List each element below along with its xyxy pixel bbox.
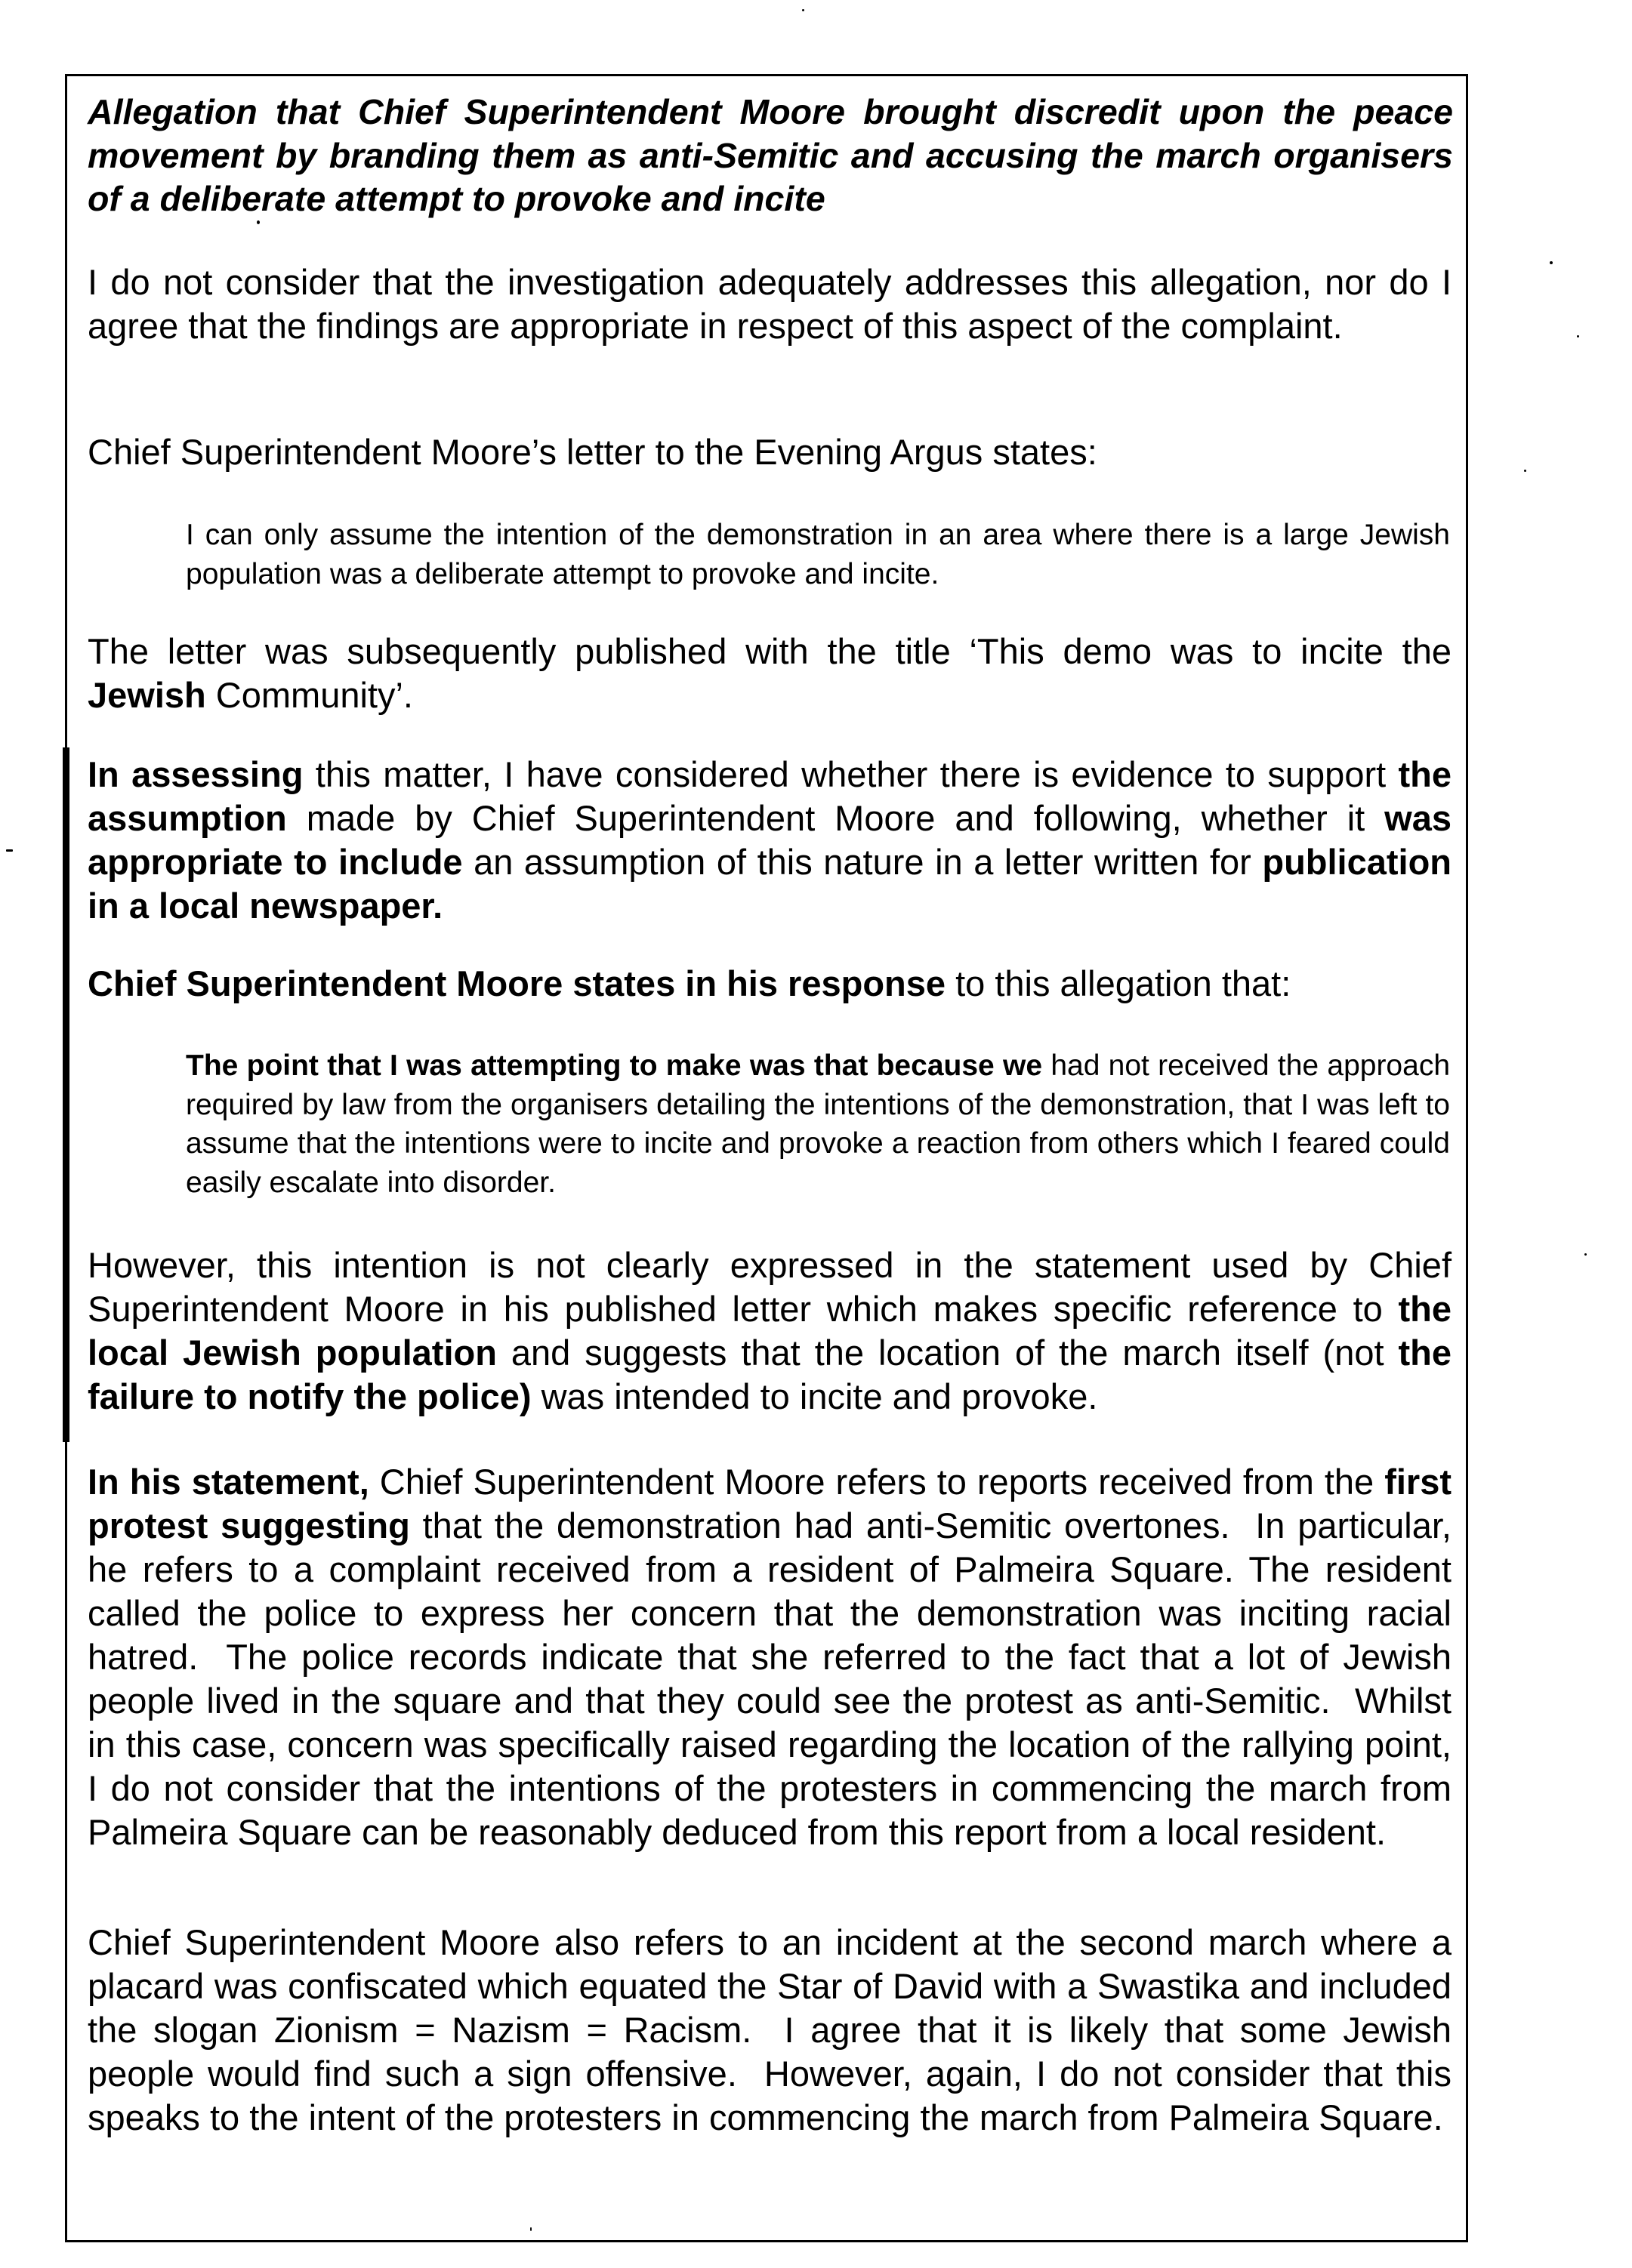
bold-text-segment: first protest suggesting (88, 1462, 1462, 1545)
quote-response (186, 1046, 1458, 1202)
text-segment: that the demonstration had anti-Semitic overtones. In particular, he refers to a complaint received from a resident of Palmeira Square. The resident called the police to express her concern that the demonstration was inciting racial hatred. The police records indicate that she referred to the fact that a lot of Jewish people lived in the square and that they could see the protest as anti-Semitic. Whilst in this case, concern was specifically raised regarding the location of the rallying point, I do not consider that the intentions of the protesters in commencing the march from Palmeira Square can be reasonably deduced from this report from a local resident. (88, 1505, 1462, 1852)
scan-speck (6, 849, 13, 852)
paragraph-placard (88, 1921, 1462, 2140)
paragraph-published-title (88, 630, 1462, 717)
scan-speck (257, 220, 260, 224)
bold-text-segment: the assumption (88, 754, 1462, 838)
scan-speck (1577, 335, 1579, 337)
bold-text-segment: In assessing (88, 754, 304, 794)
bold-text-segment: The point that I was attempting to make was that because we (186, 1049, 1043, 1082)
paragraph-findings (88, 260, 1462, 348)
text-segment: Chief Superintendent Moore refers to reports received from the (369, 1462, 1385, 1502)
bold-text-segment: the failure to notify the police) (88, 1333, 1462, 1416)
scan-speck (530, 2227, 532, 2231)
scan-speck (1584, 1253, 1587, 1256)
bold-text-segment: Jewish (88, 675, 206, 715)
text-segment: to this allegation that: (946, 963, 1291, 1003)
text-segment: was intended to incite and provoke. (531, 1376, 1098, 1416)
text-segment: made by Chief Superintendent Moore and following, whether it (286, 798, 1385, 838)
scan-speck (1524, 470, 1526, 472)
text-segment: I can only assume the intention of the demonstration in an area where there is a large Jewish population was a deliberate attempt to provoke and incite. (186, 519, 1458, 590)
text-segment: However, this intention is not clearly expressed in the statement used by Chief Superintendent Moore in his published letter which makes specific reference to (88, 1245, 1462, 1329)
paragraph-however (88, 1243, 1462, 1419)
text-segment: Chief Superintendent Moore’s letter to the Evening Argus states: (88, 432, 1097, 472)
quote-letter (186, 516, 1458, 593)
bold-text-segment: publication in a local newspaper. (88, 842, 1462, 926)
bold-text-segment: Chief Superintendent Moore states in his response (88, 963, 946, 1003)
scan-speck (802, 9, 804, 11)
text-segment: an assumption of this nature in a letter written for (462, 842, 1263, 882)
text-segment: this matter, I have considered whether there is evidence to support (303, 754, 1399, 794)
text-segment: I do not consider that the investigation adequately addresses this allegation, nor do I agree that the findings are appropriate in respect of this aspect of the complaint. (88, 262, 1462, 346)
bold-text-segment: In his statement, (88, 1462, 369, 1502)
bold-text-segment: the local Jewish population (88, 1289, 1462, 1373)
text-segment: Chief Superintendent Moore also refers to an incident at the second march where a placard was confiscated which equated the Star of David with a Swastika and included the slogan Zionism = Nazism = Racism. I agree that it is likely that some Jewish people would find such a sign offensive. However, again, I do not consider that this speaks to the intent of the protesters in commencing the march from Palmeira Square. (88, 1922, 1462, 2137)
paragraph-statement (88, 1460, 1462, 1854)
frame-left-edge-scan-artifact (63, 747, 69, 1442)
scan-speck (1550, 261, 1553, 264)
text-segment: Community’. (205, 675, 413, 715)
text-segment: had not received the approach required by law from the organisers detailing the intentions of the demonstration, that I was left to assume that the intentions were to incite and provoke a reaction from others which I feared could easily escalate into disorder. (186, 1049, 1458, 1199)
paragraph-response-intro (88, 962, 1452, 1006)
paragraph-assessing (88, 753, 1462, 928)
paragraph-letter-intro (88, 430, 1452, 474)
bold-text-segment: was appropriate to include (88, 798, 1462, 882)
text-segment: and suggests that the location of the march itself (not (496, 1333, 1399, 1373)
allegation-heading: Allegation that Chief Superintendent Moore brought discredit upon the peace movement by branding them as anti-Semitic and accusing the march organisers of a deliberate attempt to provoke and incite (88, 92, 1453, 218)
text-segment: The letter was subsequently published with the title ‘This demo was to incite the (88, 631, 1462, 671)
